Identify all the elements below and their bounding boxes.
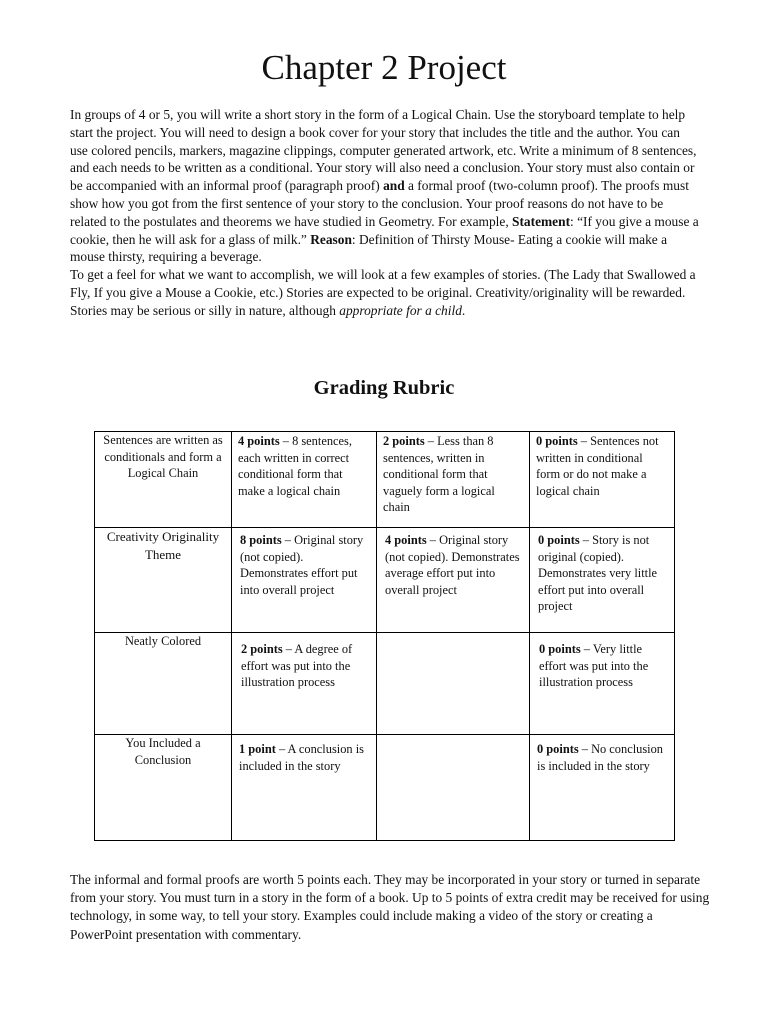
rubric-title: Grading Rubric — [313, 377, 455, 399]
rubric-criterion: Neatly Colored — [95, 633, 232, 735]
rubric-cell: 2 points – A degree of effort was put into the illustration process — [232, 633, 377, 735]
rubric-criterion: You Included a Conclusion — [95, 735, 232, 841]
rubric-row — [95, 633, 675, 735]
and-emphasis: and — [383, 178, 405, 194]
rubric-cell: 0 points – Story is not original (copied). Demonstrates very little effort put into overall project — [530, 528, 675, 633]
rubric-cell-empty — [377, 735, 530, 841]
rubric-row — [95, 528, 675, 633]
rubric-cell: 4 points – Original story (not copied). Demonstrates average effort put into overall project — [377, 528, 530, 633]
rubric-row — [95, 735, 675, 841]
rubric-cell: 0 points – No conclusion is included in the story — [530, 735, 675, 841]
rubric-row — [95, 432, 675, 528]
rubric-cell: 0 points – Sentences not written in conditional form or do not make a logical chain — [530, 432, 675, 528]
rubric-criterion: Sentences are written as conditionals and form a Logical Chain — [95, 432, 232, 528]
intro-paragraph-1: In groups of 4 or 5, you will write a short story in the form of a Logical Chain. Use the storyboard template to help start the project. You will need to design a book cover for your story that includes the title and the author. You can use colored pencils, markers, magazine clippings, computer generated artwork, etc. Write a minimum of 8 sentences, and each needs to be written as a conditional. Your story will also need a conclusion. Your story must also contain or be accompanied with an informal proof (paragraph proof) and a formal proof (two-column proof). The proofs must show how you got from the first sentence of your story to the conclusion. Your proof reasons do not have to be related to the postulates and theorems we have studied in Geometry. For example, Statement: “If you give a mouse a cookie, then he will ask for a glass of milk.” Reason: Definition of Thirsty Mouse- Eating a cookie will make a mouse thirsty, requiring a beverage. — [70, 107, 699, 265]
rubric-cell: 1 point – A conclusion is included in the story — [232, 735, 377, 841]
page-title: Chapter 2 Project — [261, 48, 507, 87]
rubric-criterion: Creativity Originality Theme — [95, 528, 232, 633]
intro-paragraph-2: To get a feel for what we want to accomplish, we will look at a few examples of stories. (The Lady that Swallowed a Fly, If you give a Mouse a Cookie, etc.) Stories are expected to be original. Creativity/originality will be rewarded. Stories may be serious or silly in nature, although appropriate for a child. — [70, 267, 696, 318]
rubric-cell: 0 points – Very little effort was put into the illustration process — [530, 633, 675, 735]
rubric-cell: 2 points – Less than 8 sentences, written in conditional form that vaguely form a logical chain — [377, 432, 530, 528]
closing-paragraph: The informal and formal proofs are worth 5 points each. They may be incorporated in your story or turned in separate from your story. You must turn in a story in the form of a book. Up to 5 points of extra credit may be received for using technology, in some way, to tell your story. Examples could include making a video of the story or creating a PowerPoint presentation with commentary. — [70, 872, 710, 942]
statement-label: Statement — [512, 213, 571, 229]
rubric-cell: 8 points – Original story (not copied). Demonstrates effort put into overall project — [232, 528, 377, 633]
appropriate-emphasis: appropriate for a child — [339, 302, 462, 318]
rubric-cell: 4 points – 8 sentences, each written in correct conditional form that make a logical chain — [232, 432, 377, 528]
grading-rubric-table — [94, 431, 675, 841]
rubric-cell-empty — [377, 633, 530, 735]
intro-text — [70, 106, 700, 320]
reason-label: Reason — [310, 231, 352, 247]
